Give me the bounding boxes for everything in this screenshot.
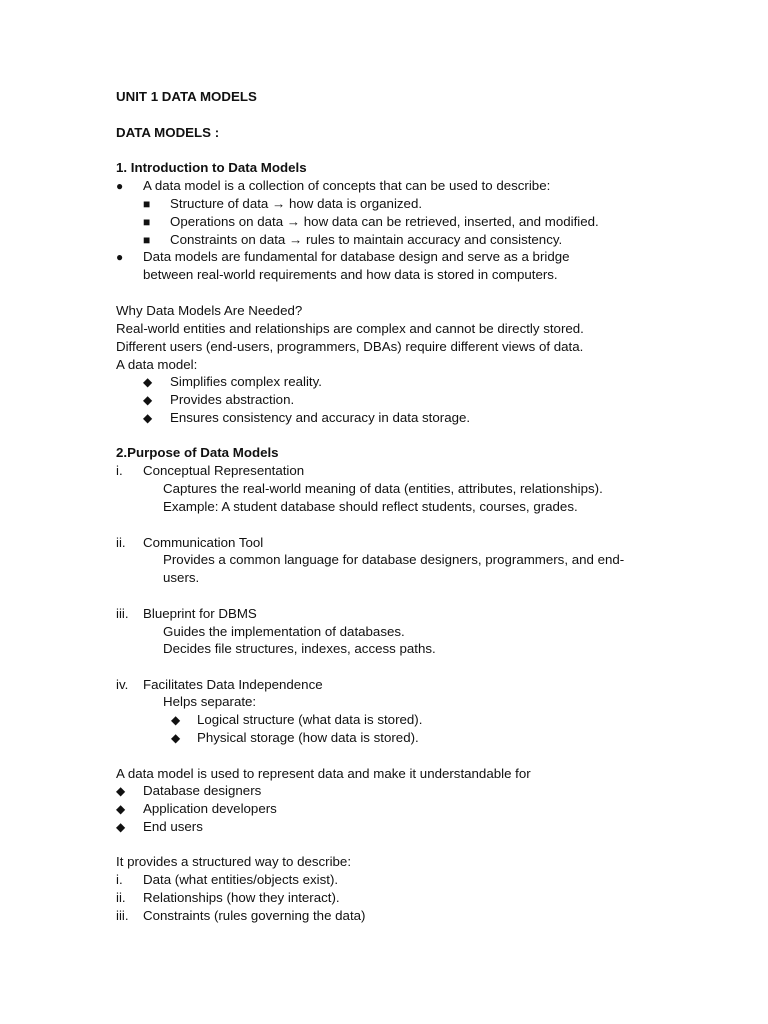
- purpose-3-line-1: Guides the implementation of databases.: [163, 624, 405, 639]
- diamond-bullet-icon: ◆: [116, 784, 126, 798]
- purpose-3-title: Blueprint for DBMS: [143, 606, 257, 621]
- diamond-bullet-icon: ◆: [116, 820, 126, 834]
- purpose-1-line-2: Example: A student database should reflect students, courses, grades.: [163, 499, 578, 514]
- why-line-1: Real-world entities and relationships are complex and cannot be directly stored.: [116, 321, 584, 336]
- why-line-3: A data model:: [116, 357, 198, 372]
- purpose-1-title: Conceptual Representation: [143, 463, 305, 478]
- round-bullet-icon: ●: [116, 250, 124, 264]
- diamond-bullet-icon: ◆: [116, 802, 126, 816]
- intro-sub-1: Structure of data → how data is organized.: [170, 196, 423, 211]
- square-bullet-icon: ■: [143, 215, 151, 229]
- purpose-2-num: ii.: [116, 535, 126, 550]
- purpose-3-num: iii.: [116, 606, 129, 621]
- structured-item-1-num: i.: [116, 872, 123, 887]
- unit-title: UNIT 1 DATA MODELS: [116, 89, 257, 104]
- intro-bullet-1: A data model is a collection of concepts that can be used to describe:: [143, 178, 551, 193]
- purpose-3-line-2: Decides file structures, indexes, access paths.: [163, 641, 436, 656]
- intro-sub-2: Operations on data → how data can be retrieved, inserted, and modified.: [170, 214, 599, 229]
- structured-item-3-num: iii.: [116, 908, 129, 923]
- structured-item-2-num: ii.: [116, 890, 126, 905]
- why-heading: Why Data Models Are Needed?: [116, 303, 303, 318]
- intro-heading: 1. Introduction to Data Models: [116, 160, 307, 175]
- intro-bullet-2-line-2: between real-world requirements and how data is stored in computers.: [143, 267, 558, 282]
- purpose-4-num: iv.: [116, 677, 129, 692]
- why-item-3: Ensures consistency and accuracy in data storage.: [170, 410, 471, 425]
- intro-bullet-2-line-1: Data models are fundamental for database design and serve as a bridge: [143, 249, 570, 264]
- why-item-2: Provides abstraction.: [170, 392, 295, 407]
- purpose-4-item-2: Physical storage (how data is stored).: [197, 730, 419, 745]
- purpose-4-title: Facilitates Data Independence: [143, 677, 323, 692]
- represent-item-1: Database designers: [143, 783, 262, 798]
- diamond-bullet-icon: ◆: [171, 731, 181, 745]
- structured-item-1: Data (what entities/objects exist).: [143, 872, 339, 887]
- purpose-1-num: i.: [116, 463, 123, 478]
- purpose-4-line-1: Helps separate:: [163, 694, 257, 709]
- structured-item-2: Relationships (how they interact).: [143, 890, 340, 905]
- diamond-bullet-icon: ◆: [143, 375, 153, 389]
- purpose-2-title: Communication Tool: [143, 535, 264, 550]
- purpose-2-line-2: users.: [163, 570, 200, 585]
- square-bullet-icon: ■: [143, 197, 151, 211]
- purpose-1-line-1: Captures the real-world meaning of data (entities, attributes, relationships).: [163, 481, 603, 496]
- structured-item-3: Constraints (rules governing the data): [143, 908, 366, 923]
- structured-line: It provides a structured way to describe:: [116, 854, 352, 869]
- diamond-bullet-icon: ◆: [143, 393, 153, 407]
- section-heading: DATA MODELS :: [116, 125, 220, 140]
- represent-item-2: Application developers: [143, 801, 277, 816]
- round-bullet-icon: ●: [116, 179, 124, 193]
- diamond-bullet-icon: ◆: [143, 411, 153, 425]
- why-line-2: Different users (end-users, programmers, DBAs) require different views of data.: [116, 339, 584, 354]
- represent-item-3: End users: [143, 819, 203, 834]
- why-item-1: Simplifies complex reality.: [170, 374, 322, 389]
- purpose-4-item-1: Logical structure (what data is stored).: [197, 712, 423, 727]
- represent-line: A data model is used to represent data and make it understandable for: [116, 766, 531, 781]
- diamond-bullet-icon: ◆: [171, 713, 181, 727]
- purpose-2-line-1: Provides a common language for database designers, programmers, and end-: [163, 552, 625, 567]
- square-bullet-icon: ■: [143, 233, 151, 247]
- purpose-heading: 2.Purpose of Data Models: [116, 445, 279, 460]
- intro-sub-3: Constraints on data → rules to maintain accuracy and consistency.: [170, 232, 563, 247]
